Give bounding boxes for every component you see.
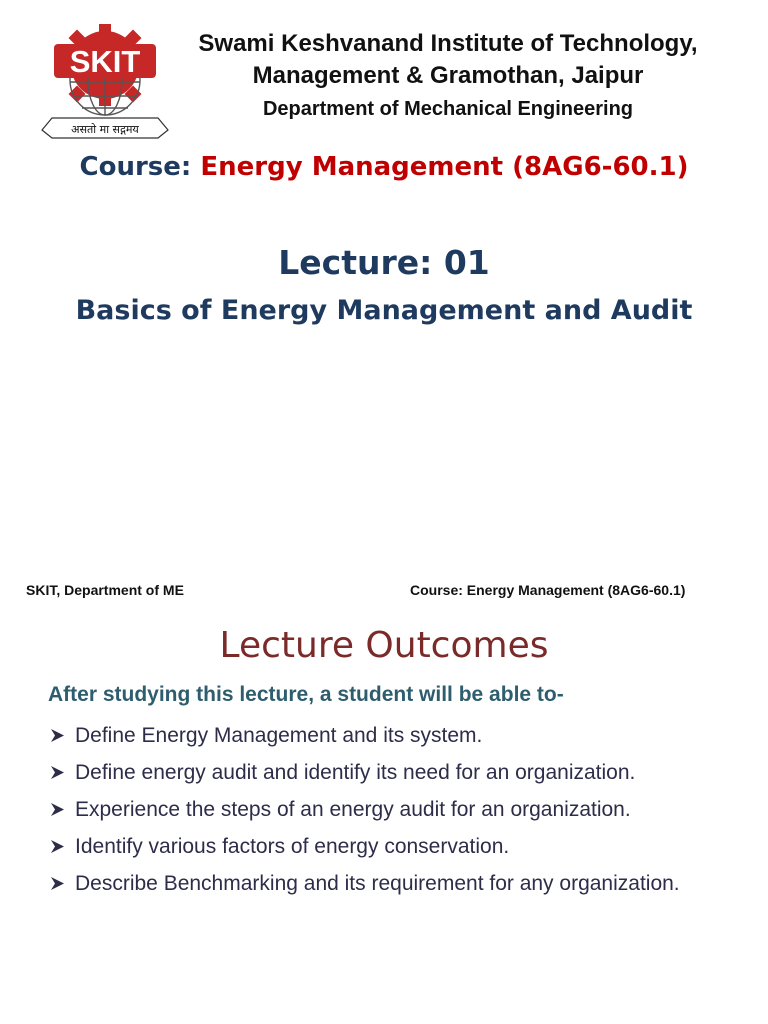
arrow-bullet-icon <box>48 720 68 751</box>
list-item <box>48 868 722 899</box>
logo-motto: असतो मा सद्गमय <box>71 123 139 136</box>
department-name: Department of Mechanical Engineering <box>262 98 634 120</box>
outcomes-list <box>48 720 722 905</box>
skit-logo <box>40 20 170 142</box>
institute-name-line2: Management & Gramothan, Jaipur <box>252 62 644 89</box>
outcomes-slide <box>0 570 768 1024</box>
outcome-text: Define Energy Management and its system. <box>75 724 483 747</box>
list-item <box>48 757 722 788</box>
outcomes-intro: After studying this lecture, a student will be able to- <box>48 683 564 706</box>
arrow-bullet-icon <box>48 757 68 788</box>
institute-name-line1: Swami Keshvanand Institute of Technology, <box>198 30 698 57</box>
course-value: Energy Management (8AG6-60.1) <box>200 152 689 182</box>
footer-right: Course: Energy Management (8AG6-60.1) <box>410 582 686 598</box>
arrow-bullet-icon <box>48 868 68 899</box>
outcomes-title: Lecture Outcomes <box>219 625 549 666</box>
arrow-bullet-icon <box>48 831 68 862</box>
lecture-title: Basics of Energy Management and Audit <box>75 295 693 326</box>
logo-text: SKIT <box>69 44 141 79</box>
arrow-bullet-icon <box>48 794 68 825</box>
outcome-text: Define energy audit and identify its need for an organization. <box>75 761 636 784</box>
lecture-number: Lecture: 01 <box>278 243 490 282</box>
list-item <box>48 831 722 862</box>
course-label: Course: <box>79 152 192 182</box>
footer-left: SKIT, Department of ME <box>26 582 184 598</box>
outcome-text: Describe Benchmarking and its requirement for any organization. <box>75 872 680 895</box>
outcome-text: Identify various factors of energy conservation. <box>75 835 510 858</box>
list-item <box>48 720 722 751</box>
outcome-text: Experience the steps of an energy audit for an organization. <box>75 798 631 821</box>
list-item <box>48 794 722 825</box>
course-heading <box>0 152 768 182</box>
